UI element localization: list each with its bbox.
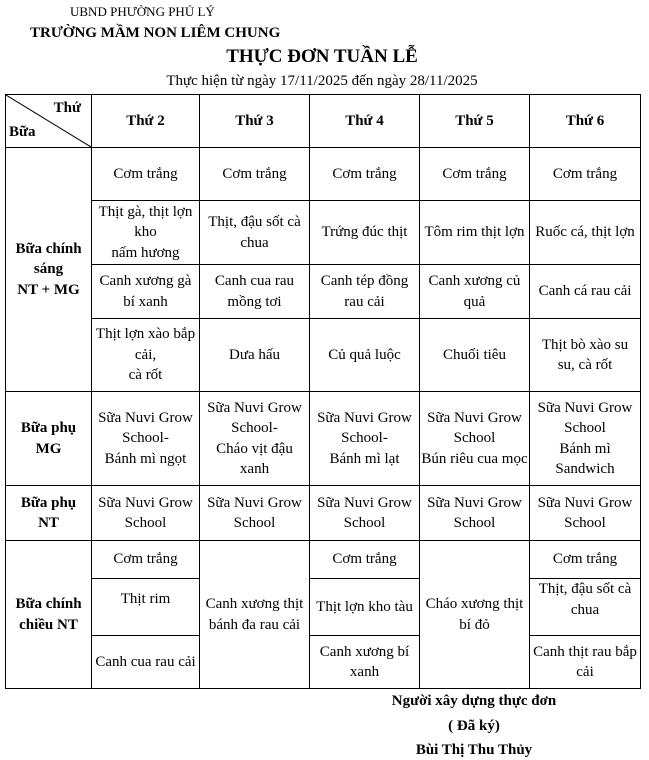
breakfast-row-3 (6, 265, 641, 319)
snack-nt-thu-6: Sữa Nuvi Grow School (530, 486, 641, 541)
day-header-thu-3: Thứ 3 (200, 95, 310, 148)
menu-period: Thực hiện từ ngày 17/11/2025 đến ngày 28/11/2025 (166, 73, 478, 89)
breakfast-course-1-thu-6: Cơm trắng (530, 148, 641, 201)
breakfast-row-4 (6, 319, 641, 392)
day-header-thu-6: Thứ 6 (530, 95, 641, 148)
snack-nt-thu-5: Sữa Nuvi Grow School (420, 486, 530, 541)
breakfast-course-2-thu-4: Trứng đúc thịt (310, 201, 420, 265)
afternoon-main-thu-6: Thịt, đậu sốt cà chua (530, 579, 641, 636)
meal-label-afternoon: Bữa chính chiều NT (6, 541, 92, 689)
afternoon-soup-thu-4: Canh xương bí xanh (310, 636, 420, 689)
breakfast-course-4-thu-6: Thịt bò xào su su, cà rốt (530, 319, 641, 392)
breakfast-course-1-thu-2: Cơm trắng (92, 148, 200, 201)
breakfast-course-4-thu-2: Thịt lợn xào bắp cải, cà rốt (92, 319, 200, 392)
breakfast-course-2-thu-3: Thịt, đậu sốt cà chua (200, 201, 310, 265)
day-header-thu-5: Thứ 5 (420, 95, 530, 148)
afternoon-row-2 (6, 579, 641, 636)
menu-title: THỰC ĐƠN TUẦN LỄ (226, 46, 418, 67)
breakfast-course-1-thu-5: Cơm trắng (420, 148, 530, 201)
day-header-thu-2: Thứ 2 (92, 95, 200, 148)
meal-label-breakfast: Bữa chính sáng NT + MG (6, 148, 92, 392)
header-row (6, 95, 641, 148)
afternoon-rice-thu-4: Cơm trắng (310, 541, 420, 579)
signature-name: Bùi Thị Thu Thủy (415, 742, 533, 758)
afternoon-row-3 (6, 636, 641, 689)
afternoon-main-thu-2: Thịt rim (92, 579, 200, 636)
afternoon-rice-thu-6: Cơm trắng (530, 541, 641, 579)
breakfast-course-3-thu-2: Canh xương gà bí xanh (92, 265, 200, 319)
snack-mg-row (6, 392, 641, 486)
afternoon-rice-thu-2: Cơm trắng (92, 541, 200, 579)
snack-mg-thu-3: Sữa Nuvi Grow School- Cháo vịt đậu xanh (200, 392, 310, 486)
afternoon-dish-thu-5: Cháo xương thịt bí đỏ (420, 541, 530, 689)
snack-mg-thu-6: Sữa Nuvi Grow School Bánh mì Sandwich (530, 392, 641, 486)
school-name: TRƯỜNG MẦM NON LIÊM CHUNG (30, 25, 281, 41)
afternoon-row-1 (6, 541, 641, 579)
meal-label-snack-mg: Bữa phụ MG (6, 392, 92, 486)
breakfast-course-3-thu-4: Canh tép đồng rau cải (310, 265, 420, 319)
day-axis-label: Thứ (53, 100, 81, 116)
authority-name: UBND PHƯỜNG PHỦ LÝ (70, 4, 215, 19)
breakfast-course-3-thu-6: Canh cá rau cải (530, 265, 641, 319)
table-corner-header (6, 95, 92, 148)
meal-label-snack-nt: Bữa phụ NT (6, 486, 92, 541)
breakfast-course-4-thu-4: Củ quả luộc (310, 319, 420, 392)
afternoon-soup-thu-6: Canh thịt rau bắp cải (530, 636, 641, 689)
afternoon-main-thu-4: Thịt lợn kho tàu (310, 579, 420, 636)
day-header-thu-4: Thứ 4 (310, 95, 420, 148)
breakfast-course-4-thu-5: Chuối tiêu (420, 319, 530, 392)
breakfast-course-2-thu-2: Thịt gà, thịt lợn kho nấm hương (92, 201, 200, 265)
signature-role: Người xây dựng thực đơn (391, 693, 557, 709)
breakfast-course-3-thu-3: Canh cua rau mồng tơi (200, 265, 310, 319)
breakfast-row-1 (6, 148, 641, 201)
afternoon-soup-thu-2: Canh cua rau cải (92, 636, 200, 689)
meal-axis-label: Bữa (9, 124, 36, 140)
breakfast-course-4-thu-3: Dưa hấu (200, 319, 310, 392)
snack-mg-thu-5: Sữa Nuvi Grow School Bún riêu cua mọc (420, 392, 530, 486)
afternoon-dish-thu-3: Canh xương thịt bánh đa rau cải (200, 541, 310, 689)
snack-nt-thu-3: Sữa Nuvi Grow School (200, 486, 310, 541)
signature-block (309, 691, 639, 760)
snack-mg-thu-2: Sữa Nuvi Grow School- Bánh mì ngọt (92, 392, 200, 486)
breakfast-course-1-thu-4: Cơm trắng (310, 148, 420, 201)
breakfast-course-1-thu-3: Cơm trắng (200, 148, 310, 201)
breakfast-course-2-thu-6: Ruốc cá, thịt lợn (530, 201, 641, 265)
snack-nt-row (6, 486, 641, 541)
snack-nt-thu-4: Sữa Nuvi Grow School (310, 486, 420, 541)
signature-status: ( Đã ký) (448, 717, 500, 734)
breakfast-row-2 (6, 201, 641, 265)
breakfast-course-2-thu-5: Tôm rim thịt lợn (420, 201, 530, 265)
menu-table (5, 94, 641, 689)
snack-nt-thu-2: Sữa Nuvi Grow School (92, 486, 200, 541)
snack-mg-thu-4: Sữa Nuvi Grow School- Bánh mì lạt (310, 392, 420, 486)
breakfast-course-3-thu-5: Canh xương củ quả (420, 265, 530, 319)
